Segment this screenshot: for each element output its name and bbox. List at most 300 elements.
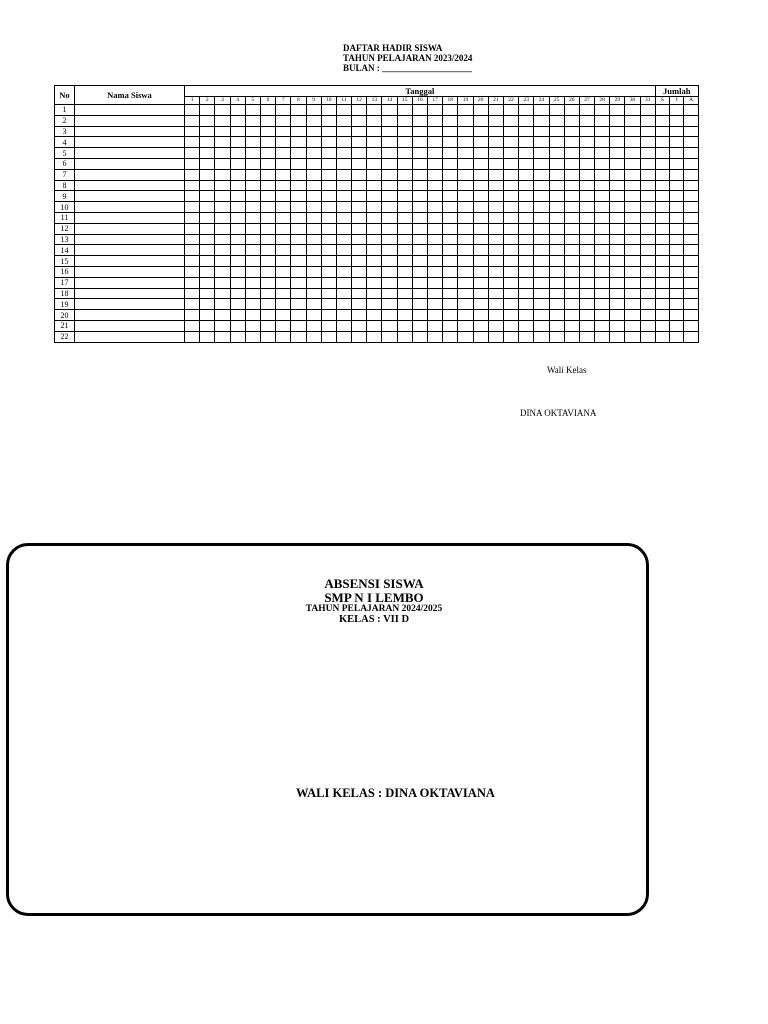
attendance-cell[interactable] — [412, 148, 427, 159]
attendance-cell[interactable] — [579, 299, 594, 310]
student-name-cell[interactable] — [75, 191, 185, 202]
attendance-cell[interactable] — [503, 288, 518, 299]
attendance-cell[interactable] — [367, 212, 382, 223]
total-cell[interactable] — [670, 288, 684, 299]
attendance-cell[interactable] — [625, 180, 640, 191]
attendance-cell[interactable] — [306, 115, 321, 126]
attendance-cell[interactable] — [443, 266, 458, 277]
attendance-cell[interactable] — [534, 310, 549, 321]
total-cell[interactable] — [684, 277, 698, 288]
attendance-cell[interactable] — [579, 115, 594, 126]
attendance-cell[interactable] — [579, 245, 594, 256]
attendance-cell[interactable] — [230, 115, 245, 126]
attendance-cell[interactable] — [382, 223, 397, 234]
attendance-cell[interactable] — [336, 266, 351, 277]
total-cell[interactable] — [655, 256, 669, 267]
attendance-cell[interactable] — [488, 331, 503, 342]
attendance-cell[interactable] — [321, 158, 336, 169]
attendance-cell[interactable] — [291, 202, 306, 213]
attendance-cell[interactable] — [382, 299, 397, 310]
attendance-cell[interactable] — [595, 299, 610, 310]
attendance-cell[interactable] — [519, 148, 534, 159]
attendance-cell[interactable] — [412, 169, 427, 180]
attendance-cell[interactable] — [610, 299, 625, 310]
attendance-cell[interactable] — [215, 191, 230, 202]
attendance-cell[interactable] — [245, 223, 260, 234]
attendance-cell[interactable] — [230, 158, 245, 169]
attendance-cell[interactable] — [367, 266, 382, 277]
attendance-cell[interactable] — [519, 299, 534, 310]
student-name-cell[interactable] — [75, 256, 185, 267]
attendance-cell[interactable] — [276, 105, 291, 116]
attendance-cell[interactable] — [382, 320, 397, 331]
attendance-cell[interactable] — [428, 191, 443, 202]
attendance-cell[interactable] — [352, 180, 367, 191]
attendance-cell[interactable] — [367, 148, 382, 159]
total-cell[interactable] — [684, 148, 698, 159]
attendance-cell[interactable] — [336, 191, 351, 202]
attendance-cell[interactable] — [625, 148, 640, 159]
attendance-cell[interactable] — [443, 320, 458, 331]
attendance-cell[interactable] — [215, 299, 230, 310]
attendance-cell[interactable] — [291, 180, 306, 191]
student-name-cell[interactable] — [75, 115, 185, 126]
attendance-cell[interactable] — [200, 191, 215, 202]
attendance-cell[interactable] — [276, 137, 291, 148]
attendance-cell[interactable] — [443, 180, 458, 191]
attendance-cell[interactable] — [473, 288, 488, 299]
attendance-cell[interactable] — [397, 299, 412, 310]
attendance-cell[interactable] — [564, 320, 579, 331]
attendance-cell[interactable] — [367, 115, 382, 126]
attendance-cell[interactable] — [473, 234, 488, 245]
attendance-cell[interactable] — [610, 288, 625, 299]
attendance-cell[interactable] — [291, 126, 306, 137]
attendance-cell[interactable] — [397, 331, 412, 342]
attendance-cell[interactable] — [610, 115, 625, 126]
attendance-cell[interactable] — [428, 310, 443, 321]
attendance-cell[interactable] — [610, 223, 625, 234]
attendance-cell[interactable] — [428, 158, 443, 169]
attendance-cell[interactable] — [473, 105, 488, 116]
attendance-cell[interactable] — [473, 180, 488, 191]
attendance-cell[interactable] — [200, 331, 215, 342]
attendance-cell[interactable] — [625, 105, 640, 116]
attendance-cell[interactable] — [306, 256, 321, 267]
attendance-cell[interactable] — [245, 137, 260, 148]
attendance-cell[interactable] — [564, 234, 579, 245]
attendance-cell[interactable] — [397, 126, 412, 137]
attendance-cell[interactable] — [291, 245, 306, 256]
attendance-cell[interactable] — [185, 202, 200, 213]
attendance-cell[interactable] — [640, 223, 655, 234]
total-cell[interactable] — [670, 256, 684, 267]
attendance-cell[interactable] — [185, 288, 200, 299]
attendance-cell[interactable] — [564, 256, 579, 267]
attendance-cell[interactable] — [503, 169, 518, 180]
attendance-cell[interactable] — [200, 212, 215, 223]
total-cell[interactable] — [655, 202, 669, 213]
attendance-cell[interactable] — [595, 158, 610, 169]
attendance-cell[interactable] — [534, 245, 549, 256]
attendance-cell[interactable] — [260, 180, 275, 191]
attendance-cell[interactable] — [503, 126, 518, 137]
attendance-cell[interactable] — [595, 288, 610, 299]
total-cell[interactable] — [670, 320, 684, 331]
attendance-cell[interactable] — [458, 256, 473, 267]
attendance-cell[interactable] — [610, 202, 625, 213]
attendance-cell[interactable] — [519, 169, 534, 180]
attendance-cell[interactable] — [185, 245, 200, 256]
attendance-cell[interactable] — [534, 331, 549, 342]
attendance-cell[interactable] — [200, 266, 215, 277]
attendance-cell[interactable] — [276, 169, 291, 180]
attendance-cell[interactable] — [443, 331, 458, 342]
attendance-cell[interactable] — [230, 169, 245, 180]
total-cell[interactable] — [670, 169, 684, 180]
attendance-cell[interactable] — [382, 126, 397, 137]
attendance-cell[interactable] — [473, 212, 488, 223]
attendance-cell[interactable] — [397, 266, 412, 277]
attendance-cell[interactable] — [200, 277, 215, 288]
attendance-cell[interactable] — [306, 191, 321, 202]
attendance-cell[interactable] — [185, 115, 200, 126]
attendance-cell[interactable] — [579, 169, 594, 180]
attendance-cell[interactable] — [306, 223, 321, 234]
attendance-cell[interactable] — [579, 277, 594, 288]
total-cell[interactable] — [655, 277, 669, 288]
attendance-cell[interactable] — [185, 126, 200, 137]
attendance-cell[interactable] — [291, 169, 306, 180]
attendance-cell[interactable] — [428, 105, 443, 116]
attendance-cell[interactable] — [625, 158, 640, 169]
attendance-cell[interactable] — [230, 331, 245, 342]
attendance-cell[interactable] — [352, 277, 367, 288]
attendance-cell[interactable] — [640, 105, 655, 116]
attendance-cell[interactable] — [519, 310, 534, 321]
attendance-cell[interactable] — [276, 180, 291, 191]
attendance-cell[interactable] — [625, 245, 640, 256]
attendance-cell[interactable] — [519, 331, 534, 342]
attendance-cell[interactable] — [215, 169, 230, 180]
attendance-cell[interactable] — [245, 320, 260, 331]
attendance-cell[interactable] — [367, 310, 382, 321]
attendance-cell[interactable] — [488, 234, 503, 245]
total-cell[interactable] — [655, 126, 669, 137]
student-name-cell[interactable] — [75, 126, 185, 137]
attendance-cell[interactable] — [579, 256, 594, 267]
attendance-cell[interactable] — [200, 115, 215, 126]
attendance-cell[interactable] — [519, 266, 534, 277]
attendance-cell[interactable] — [215, 158, 230, 169]
attendance-cell[interactable] — [260, 299, 275, 310]
attendance-cell[interactable] — [382, 158, 397, 169]
student-name-cell[interactable] — [75, 331, 185, 342]
attendance-cell[interactable] — [367, 169, 382, 180]
attendance-cell[interactable] — [640, 202, 655, 213]
attendance-cell[interactable] — [215, 331, 230, 342]
attendance-cell[interactable] — [640, 169, 655, 180]
attendance-cell[interactable] — [412, 158, 427, 169]
attendance-cell[interactable] — [276, 256, 291, 267]
attendance-cell[interactable] — [549, 158, 564, 169]
attendance-cell[interactable] — [230, 266, 245, 277]
attendance-cell[interactable] — [276, 288, 291, 299]
total-cell[interactable] — [655, 158, 669, 169]
attendance-cell[interactable] — [443, 202, 458, 213]
total-cell[interactable] — [655, 191, 669, 202]
attendance-cell[interactable] — [595, 115, 610, 126]
attendance-cell[interactable] — [564, 137, 579, 148]
attendance-cell[interactable] — [382, 266, 397, 277]
attendance-cell[interactable] — [473, 310, 488, 321]
attendance-cell[interactable] — [428, 277, 443, 288]
attendance-cell[interactable] — [640, 115, 655, 126]
attendance-cell[interactable] — [336, 245, 351, 256]
student-name-cell[interactable] — [75, 137, 185, 148]
attendance-cell[interactable] — [291, 331, 306, 342]
total-cell[interactable] — [670, 310, 684, 321]
attendance-cell[interactable] — [352, 266, 367, 277]
attendance-cell[interactable] — [412, 191, 427, 202]
attendance-cell[interactable] — [503, 148, 518, 159]
attendance-cell[interactable] — [488, 137, 503, 148]
attendance-cell[interactable] — [352, 256, 367, 267]
attendance-cell[interactable] — [595, 148, 610, 159]
attendance-cell[interactable] — [245, 115, 260, 126]
attendance-cell[interactable] — [260, 126, 275, 137]
attendance-cell[interactable] — [488, 115, 503, 126]
attendance-cell[interactable] — [260, 331, 275, 342]
attendance-cell[interactable] — [473, 223, 488, 234]
attendance-cell[interactable] — [321, 212, 336, 223]
attendance-cell[interactable] — [564, 115, 579, 126]
attendance-cell[interactable] — [458, 212, 473, 223]
attendance-cell[interactable] — [534, 288, 549, 299]
total-cell[interactable] — [655, 288, 669, 299]
attendance-cell[interactable] — [549, 148, 564, 159]
attendance-cell[interactable] — [579, 223, 594, 234]
attendance-cell[interactable] — [306, 299, 321, 310]
attendance-cell[interactable] — [625, 266, 640, 277]
attendance-cell[interactable] — [610, 180, 625, 191]
attendance-cell[interactable] — [230, 310, 245, 321]
attendance-cell[interactable] — [245, 234, 260, 245]
attendance-cell[interactable] — [579, 137, 594, 148]
attendance-cell[interactable] — [291, 148, 306, 159]
total-cell[interactable] — [670, 191, 684, 202]
attendance-cell[interactable] — [549, 288, 564, 299]
total-cell[interactable] — [684, 234, 698, 245]
attendance-cell[interactable] — [291, 234, 306, 245]
attendance-cell[interactable] — [276, 126, 291, 137]
attendance-cell[interactable] — [336, 169, 351, 180]
attendance-cell[interactable] — [306, 320, 321, 331]
total-cell[interactable] — [684, 137, 698, 148]
attendance-cell[interactable] — [367, 191, 382, 202]
student-name-cell[interactable] — [75, 169, 185, 180]
attendance-cell[interactable] — [488, 310, 503, 321]
total-cell[interactable] — [684, 256, 698, 267]
attendance-cell[interactable] — [595, 212, 610, 223]
attendance-cell[interactable] — [306, 212, 321, 223]
total-cell[interactable] — [684, 169, 698, 180]
attendance-cell[interactable] — [321, 148, 336, 159]
attendance-cell[interactable] — [412, 234, 427, 245]
attendance-cell[interactable] — [382, 310, 397, 321]
attendance-cell[interactable] — [321, 277, 336, 288]
attendance-cell[interactable] — [367, 158, 382, 169]
attendance-cell[interactable] — [291, 105, 306, 116]
attendance-cell[interactable] — [230, 234, 245, 245]
attendance-cell[interactable] — [625, 299, 640, 310]
attendance-cell[interactable] — [276, 320, 291, 331]
attendance-cell[interactable] — [367, 288, 382, 299]
attendance-cell[interactable] — [382, 288, 397, 299]
attendance-cell[interactable] — [260, 256, 275, 267]
attendance-cell[interactable] — [397, 105, 412, 116]
attendance-cell[interactable] — [549, 234, 564, 245]
attendance-cell[interactable] — [245, 212, 260, 223]
attendance-cell[interactable] — [443, 223, 458, 234]
attendance-cell[interactable] — [276, 331, 291, 342]
attendance-cell[interactable] — [367, 320, 382, 331]
attendance-cell[interactable] — [397, 169, 412, 180]
student-name-cell[interactable] — [75, 148, 185, 159]
attendance-cell[interactable] — [336, 212, 351, 223]
attendance-cell[interactable] — [306, 137, 321, 148]
attendance-cell[interactable] — [215, 105, 230, 116]
attendance-cell[interactable] — [579, 148, 594, 159]
attendance-cell[interactable] — [473, 266, 488, 277]
attendance-cell[interactable] — [488, 288, 503, 299]
student-name-cell[interactable] — [75, 223, 185, 234]
attendance-cell[interactable] — [215, 234, 230, 245]
total-cell[interactable] — [684, 115, 698, 126]
attendance-cell[interactable] — [367, 245, 382, 256]
attendance-cell[interactable] — [564, 288, 579, 299]
attendance-cell[interactable] — [549, 212, 564, 223]
attendance-cell[interactable] — [215, 245, 230, 256]
attendance-cell[interactable] — [200, 126, 215, 137]
attendance-cell[interactable] — [610, 331, 625, 342]
attendance-cell[interactable] — [397, 202, 412, 213]
attendance-cell[interactable] — [185, 137, 200, 148]
attendance-cell[interactable] — [579, 126, 594, 137]
attendance-cell[interactable] — [276, 245, 291, 256]
attendance-cell[interactable] — [595, 331, 610, 342]
attendance-cell[interactable] — [473, 148, 488, 159]
attendance-cell[interactable] — [321, 105, 336, 116]
total-cell[interactable] — [684, 288, 698, 299]
attendance-cell[interactable] — [397, 180, 412, 191]
attendance-cell[interactable] — [260, 310, 275, 321]
attendance-cell[interactable] — [200, 180, 215, 191]
attendance-cell[interactable] — [640, 310, 655, 321]
attendance-cell[interactable] — [276, 191, 291, 202]
attendance-cell[interactable] — [503, 115, 518, 126]
attendance-cell[interactable] — [625, 223, 640, 234]
attendance-cell[interactable] — [579, 191, 594, 202]
attendance-cell[interactable] — [534, 115, 549, 126]
attendance-cell[interactable] — [352, 310, 367, 321]
attendance-cell[interactable] — [397, 212, 412, 223]
student-name-cell[interactable] — [75, 310, 185, 321]
attendance-cell[interactable] — [458, 223, 473, 234]
attendance-cell[interactable] — [595, 277, 610, 288]
attendance-cell[interactable] — [215, 256, 230, 267]
attendance-cell[interactable] — [230, 180, 245, 191]
attendance-cell[interactable] — [625, 288, 640, 299]
attendance-cell[interactable] — [534, 169, 549, 180]
attendance-cell[interactable] — [443, 277, 458, 288]
attendance-cell[interactable] — [200, 234, 215, 245]
total-cell[interactable] — [670, 105, 684, 116]
attendance-cell[interactable] — [640, 331, 655, 342]
attendance-cell[interactable] — [534, 148, 549, 159]
attendance-cell[interactable] — [397, 256, 412, 267]
attendance-cell[interactable] — [230, 137, 245, 148]
attendance-cell[interactable] — [321, 115, 336, 126]
attendance-cell[interactable] — [443, 115, 458, 126]
attendance-cell[interactable] — [443, 299, 458, 310]
total-cell[interactable] — [670, 234, 684, 245]
attendance-cell[interactable] — [564, 331, 579, 342]
attendance-cell[interactable] — [397, 245, 412, 256]
attendance-cell[interactable] — [519, 212, 534, 223]
attendance-cell[interactable] — [564, 126, 579, 137]
attendance-cell[interactable] — [640, 158, 655, 169]
attendance-cell[interactable] — [428, 115, 443, 126]
attendance-cell[interactable] — [519, 223, 534, 234]
attendance-cell[interactable] — [503, 223, 518, 234]
attendance-cell[interactable] — [336, 277, 351, 288]
attendance-cell[interactable] — [534, 137, 549, 148]
attendance-cell[interactable] — [443, 126, 458, 137]
attendance-cell[interactable] — [610, 266, 625, 277]
total-cell[interactable] — [684, 310, 698, 321]
attendance-cell[interactable] — [367, 331, 382, 342]
attendance-cell[interactable] — [625, 137, 640, 148]
attendance-cell[interactable] — [230, 148, 245, 159]
attendance-cell[interactable] — [428, 180, 443, 191]
attendance-cell[interactable] — [397, 158, 412, 169]
attendance-cell[interactable] — [579, 320, 594, 331]
attendance-cell[interactable] — [458, 202, 473, 213]
total-cell[interactable] — [684, 320, 698, 331]
attendance-cell[interactable] — [534, 191, 549, 202]
attendance-cell[interactable] — [382, 234, 397, 245]
attendance-cell[interactable] — [276, 299, 291, 310]
attendance-cell[interactable] — [185, 234, 200, 245]
attendance-cell[interactable] — [185, 105, 200, 116]
attendance-cell[interactable] — [443, 169, 458, 180]
attendance-cell[interactable] — [503, 137, 518, 148]
attendance-cell[interactable] — [245, 256, 260, 267]
attendance-cell[interactable] — [625, 320, 640, 331]
attendance-cell[interactable] — [519, 234, 534, 245]
total-cell[interactable] — [670, 266, 684, 277]
attendance-cell[interactable] — [625, 191, 640, 202]
attendance-cell[interactable] — [458, 310, 473, 321]
student-name-cell[interactable] — [75, 202, 185, 213]
attendance-cell[interactable] — [488, 223, 503, 234]
attendance-cell[interactable] — [579, 331, 594, 342]
attendance-cell[interactable] — [488, 256, 503, 267]
attendance-cell[interactable] — [306, 288, 321, 299]
attendance-cell[interactable] — [200, 202, 215, 213]
attendance-cell[interactable] — [443, 158, 458, 169]
